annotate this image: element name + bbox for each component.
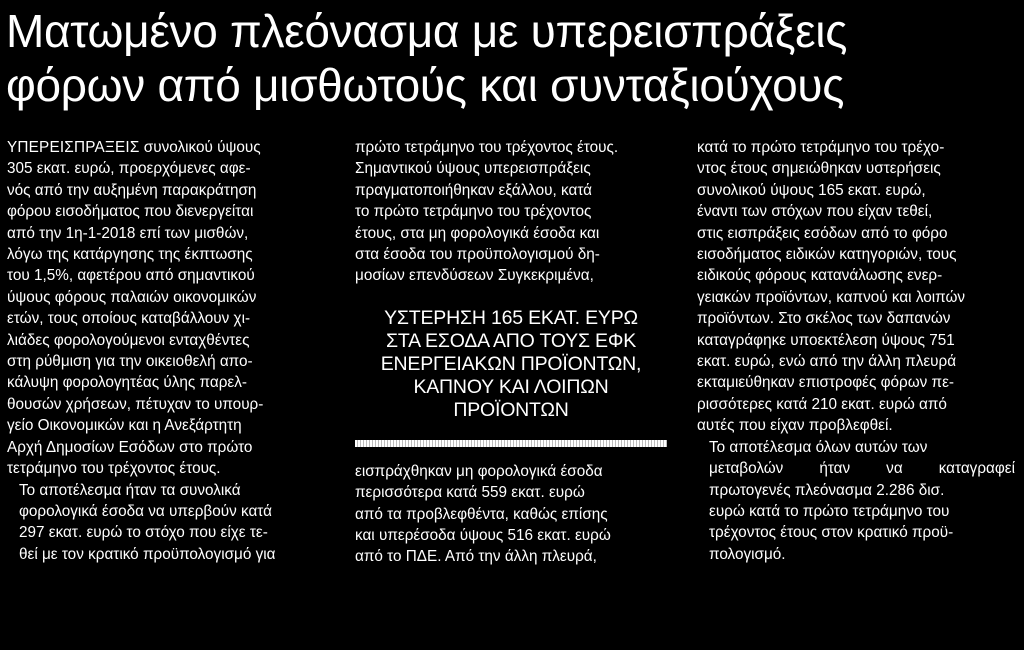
text-line: κάλυψη φορολογητέας ύλης παρελ- [7,374,247,392]
text-line: ρισσότερες κατά 210 εκατ. ευρώ από [697,395,947,413]
text-line: τετράμηνο του τρέχοντος έτους. [7,460,221,478]
text-line: πολογισμό. [709,545,786,563]
pull-quote-line: ΠΡΟΪΟΝΤΩΝ [453,398,569,421]
text-line: 305 εκατ. ευρώ, προερχόμενες αφε- [7,160,251,178]
text-line: ύψους φόρους παλαιών οικονομικών [7,288,257,306]
text-line: πρώτο τετράμηνο του τρέχοντος έτους. [355,139,619,156]
text-line: γειακών προϊόντων, καπνού και λοιπών [697,288,966,306]
paragraph-3 [355,137,667,287]
text-line: από τα προβλεφθέντα, καθώς επίσης [355,505,608,523]
pull-quote-line: ΣΤΑ ΕΣΟΔΑ ΑΠΟ ΤΟΥΣ ΕΦΚ [385,329,637,352]
text-line: θεί με τον κρατικό προϋπολογισμό για [19,545,276,563]
text-line: στις εισπράξεις εσόδων από το φόρο [697,224,948,242]
paragraph-2 [7,480,319,566]
text-line: καταγράφηκε υποεκτέλεση ύψους 751 [697,331,955,349]
text-line: Το αποτέλεσμα ήταν τα συνολικά [19,481,241,499]
article-column-3 [697,137,1015,565]
text-line: περισσότερα κατά 559 εκατ. ευρώ [355,484,585,502]
text-fragment: συνολικού ύψους [143,139,261,156]
text-line: εισοδήματος ειδικών κατηγοριών, τους [697,246,957,264]
divider-rule [355,440,667,447]
text-line: έτους, στα μη φορολογικά έσοδα και [355,224,600,242]
pull-quote [355,307,667,422]
headline-line-2: φόρων από μισθωτούς και συνταξιούχους [6,59,845,111]
pull-quote-line: ΥΣΤΕΡΗΣΗ 165 ΕΚΑΤ. ΕΥΡΩ [384,306,638,329]
text-line: τρέχοντος έτους στον κρατικό προϋ- [709,524,954,542]
text-line: εισπράχθηκαν μη φορολογικά έσοδα [355,462,603,480]
text-line: από το ΠΔΕ. Από την άλλη πλευρά, [355,548,597,566]
text-line: προϊόντων. Στο σκέλος των δαπανών [697,310,951,328]
text-line: έναντι των στόχων που είχαν τεθεί, [697,203,933,221]
text-line: του 1,5%, αφετέρου από σημαντικού [7,267,255,285]
text-line: εκατ. ευρώ, ενώ από την άλλη πλευρά [697,353,957,371]
article-column-1 [7,137,319,565]
text-line: γείο Οικονομικών και η Ανεξάρτητη [7,417,242,435]
text-line: μοσίων επενδύσεων Συγκεκριμένα, [355,267,594,285]
text-line: Αρχή Δημοσίων Εσόδων στο πρώτο [7,438,253,456]
text-line: ειδικούς φόρους κατανάλωσης ενερ- [697,267,943,285]
headline-line-1: Ματωμένο πλεόνασμα με υπερεισπράξεις [6,5,848,57]
lead-in-caps: ΥΠΕΡΕΙΣΠΡΑΞΕΙΣ [7,139,140,156]
pull-quote-line: ΕΝΕΡΓΕΙΑΚΩΝ ΠΡΟΪΟΝΤΩΝ, [380,352,642,375]
text-line [7,137,319,158]
paragraph-6 [697,437,1015,565]
text-line: 297 εκατ. ευρώ το στόχο που είχε τε- [19,524,268,542]
text-line: στη ρύθμιση για την οικειοθελή απο- [7,353,253,371]
text-line: Σημαντικού ύψους υπερεισπράξεις [355,160,591,178]
text-line: από την 1η-1-2018 επί των μισθών, [7,224,249,242]
text-line: στα έσοδα του προϋπολογισμού δη- [355,246,600,264]
paragraph-5 [697,137,1015,437]
text-line: Το αποτέλεσμα όλων αυτών των [709,438,928,456]
text-line: το πρώτο τετράμηνο του τρέχοντος [355,203,592,221]
text-line: αυτές που είχαν προβλεφθεί. [697,417,893,435]
text-line: και υπερέσοδα ύψους 516 εκατ. ευρώ [355,527,611,545]
text-line: νός από την αυξημένη παρακράτηση [7,181,257,199]
text-line: ετών, τους οποίους καταβάλλουν χι- [7,310,251,328]
pull-quote-line: ΚΑΠΝΟΥ ΚΑΙ ΛΟΙΠΩΝ [413,375,609,398]
paragraph-4 [355,461,667,568]
text-line: λιάδες φορολογούμενοι ενταχθέντες [7,331,250,349]
text-line: ευρώ κατά το πρώτο τετράμηνο του [709,502,950,520]
text-line: εκταμιεύθηκαν επιστροφές φόρων πε- [697,374,955,392]
text-line: πρωτογενές πλεόνασμα 2.286 δισ. [709,481,945,499]
text-line: ντος έτους σημειώθηκαν υστερήσεις [697,160,941,178]
text-line: φόρου εισοδήματος που διενεργείται [7,203,254,221]
text-line: συνολικού ύψους 165 εκατ. ευρώ, [697,181,926,199]
text-line: θουσών χρήσεων, πέτυχαν το υπουρ- [7,395,264,413]
text-line: κατά το πρώτο τετράμηνο του τρέχο- [697,139,945,156]
text-line: φορολογικά έσοδα να υπερβούν κατά [19,502,272,520]
article-headline [6,4,1018,112]
text-line: μεταβολών ήταν να καταγραφεί [709,460,1015,478]
text-line: πραγματοποιήθηκαν εξάλλου, κατά [355,181,593,199]
paragraph-1 [7,137,319,480]
article-column-2 [355,137,667,568]
text-line: λόγω της κατάργησης της έκπτωσης [7,246,253,264]
